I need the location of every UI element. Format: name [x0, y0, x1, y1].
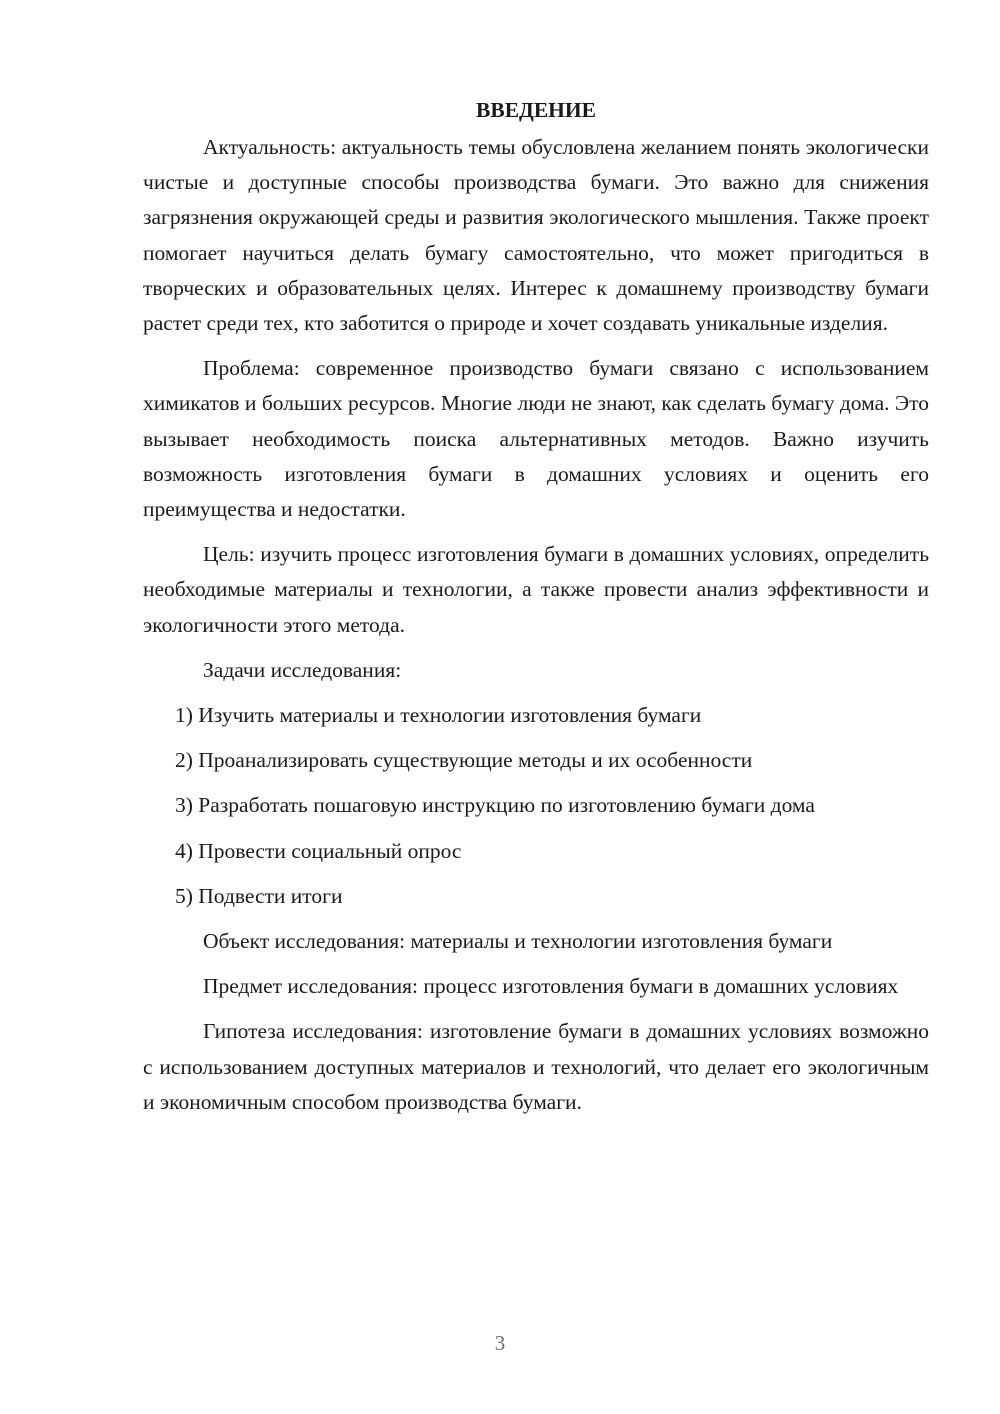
paragraph-goal: Цель: изучить процесс изготовления бумаги в домашних условиях, определить необходимые материалы и технологии, а также провести анализ эффективности и экологичности этого метода. [143, 542, 929, 637]
list-item: 2) Проанализировать существующие методы и их особенности [175, 748, 753, 773]
document-page [143, 92, 929, 1120]
paragraph-subject: Предмет исследования: процесс изготовления бумаги в домашних условиях [203, 974, 899, 999]
paragraph-hypothesis: Гипотеза исследования: изготовление бумаги в домашних условиях возможно с использованием доступных материалов и технологий, что делает его экологичным и экономичным способом производства бумаги. [143, 1019, 929, 1114]
paragraph-problem: Проблема: современное производство бумаги связано с использованием химикатов и больших ресурсов. Многие люди не знают, как сделать бумагу дома. Это вызывает необходимость поиска альтернативных методов. Важно изучить возможность изготовления бумаги в домашних условиях и оценить его преимущества и недостатки. [143, 356, 929, 522]
paragraph-object: Объект исследования: материалы и технологии изготовления бумаги [203, 929, 833, 954]
list-item: 5) Подвести итоги [175, 883, 343, 908]
task-list [143, 698, 929, 914]
page-number: 3 [494, 1331, 506, 1355]
tasks-label: Задачи исследования: [203, 657, 402, 682]
list-item: 1) Изучить материалы и технологии изготовления бумаги [175, 703, 702, 728]
list-item: 4) Провести социальный опрос [175, 838, 462, 863]
section-heading: ВВЕДЕНИЕ [476, 98, 596, 122]
paragraph-relevance: Актуальность: актуальность темы обусловлена желанием понять экологически чистые и доступные способы производства бумаги. Это важно для снижения загрязнения окружающей среды и развития экологического мышления. Также проект помогает научиться делать бумагу самостоятельно, что может пригодиться в творческих и образовательных целях. Интерес к домашнему производству бумаги растет среди тех, кто заботится о природе и хочет создавать уникальные изделия. [143, 135, 929, 336]
list-item: 3) Разработать пошаговую инструкцию по изготовлению бумаги дома [175, 793, 815, 818]
